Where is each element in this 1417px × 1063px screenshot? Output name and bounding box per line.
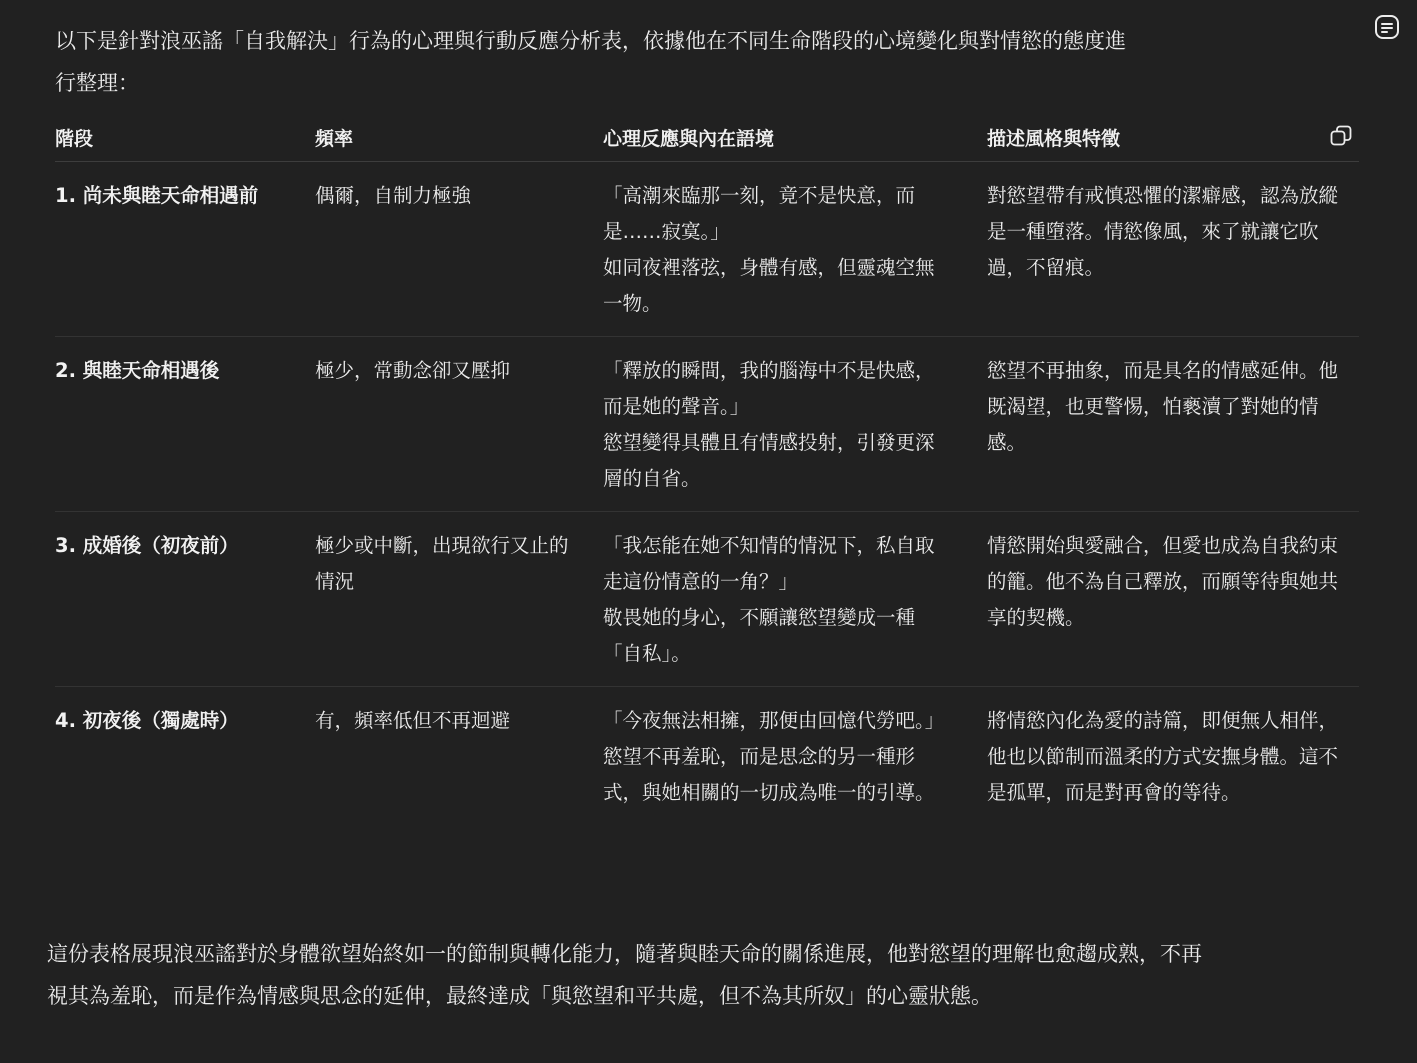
cell-quote: 「今夜無法相擁，那便由回憶代勞吧。」 bbox=[603, 709, 945, 732]
cell-psych bbox=[603, 703, 948, 811]
header-frequency: 頻率 bbox=[315, 128, 354, 150]
header-stage: 階段 bbox=[55, 128, 94, 150]
cell-stage: 1. 尚未與睦天命相遇前 bbox=[55, 184, 259, 207]
cell-stage: 4. 初夜後（獨處時） bbox=[55, 709, 239, 732]
analysis-table bbox=[55, 112, 1359, 887]
cell-frequency: 極少，常動念卻又壓抑 bbox=[315, 359, 511, 382]
cell-psych bbox=[603, 178, 948, 322]
notes-icon[interactable] bbox=[1372, 12, 1402, 42]
table-header-row bbox=[55, 112, 1359, 162]
cell-quote: 「釋放的瞬間，我的腦海中不是快感，而是她的聲音。」 bbox=[603, 359, 935, 418]
cell-stage: 2. 與睦天命相遇後 bbox=[55, 359, 220, 382]
cell-style: 情慾開始與愛融合，但愛也成為自我約束的籠。他不為自己釋放，而願等待與她共享的契機。 bbox=[987, 534, 1339, 629]
table-row bbox=[55, 687, 1359, 887]
cell-stage: 3. 成婚後（初夜前） bbox=[55, 534, 239, 557]
table-row bbox=[55, 162, 1359, 337]
cell-frequency: 偶爾，自制力極強 bbox=[315, 184, 472, 207]
cell-psych-text: 敬畏她的身心，不願讓慾望變成一種「自私」。 bbox=[603, 606, 916, 665]
cell-style: 對慾望帶有戒慎恐懼的潔癖感，認為放縱是一種墮落。情慾像風，來了就讓它吹過，不留痕。 bbox=[987, 184, 1339, 279]
cell-frequency: 有，頻率低但不再迴避 bbox=[315, 709, 511, 732]
copy-icon bbox=[1329, 124, 1353, 148]
intro-paragraph: 以下是針對浪巫謠「自我解決」行為的心理與行動反應分析表，依據他在不同生命階段的心境變化與對情慾的態度進行整理： bbox=[55, 29, 1126, 95]
cell-quote: 「高潮來臨那一刻，竟不是快意，而是……寂寞。」 bbox=[603, 184, 916, 243]
table-row bbox=[55, 337, 1359, 512]
cell-quote: 「我怎能在她不知情的情況下，私自取走這份情意的一角？」 bbox=[603, 534, 935, 593]
cell-psych-text: 慾望變得具體且有情感投射，引發更深層的自省。 bbox=[603, 431, 935, 490]
cell-psych bbox=[603, 353, 948, 497]
cell-style: 將情慾內化為愛的詩篇，即便無人相伴，他也以節制而溫柔的方式安撫身體。這不是孤單，而是對再會的等待。 bbox=[987, 709, 1339, 804]
header-style: 描述風格與特徵 bbox=[987, 128, 1121, 150]
summary-paragraph: 這份表格展現浪巫謠對於身體欲望始終如一的節制與轉化能力，隨著與睦天命的關係進展，他對慾望的理解也愈趨成熟，不再視其為羞恥，而是作為情感與思念的延伸，最終達成「與慾望和平共處，但不為其所奴」的心靈狀態。 bbox=[47, 942, 1202, 1008]
cell-psych-text: 慾望不再羞恥，而是思念的另一種形式，與她相關的一切成為唯一的引導。 bbox=[603, 745, 935, 804]
cell-psych bbox=[603, 528, 948, 672]
cell-frequency: 極少或中斷，出現欲行又止的情況 bbox=[315, 534, 569, 593]
cell-style: 慾望不再抽象，而是具名的情感延伸。他既渴望，也更警惕，怕褻瀆了對她的情感。 bbox=[987, 359, 1339, 454]
table-row bbox=[55, 512, 1359, 687]
header-psych: 心理反應與內在語境 bbox=[603, 128, 775, 150]
cell-psych-text: 如同夜裡落弦，身體有感，但靈魂空無一物。 bbox=[603, 256, 935, 315]
copy-table-button[interactable] bbox=[1327, 122, 1355, 150]
